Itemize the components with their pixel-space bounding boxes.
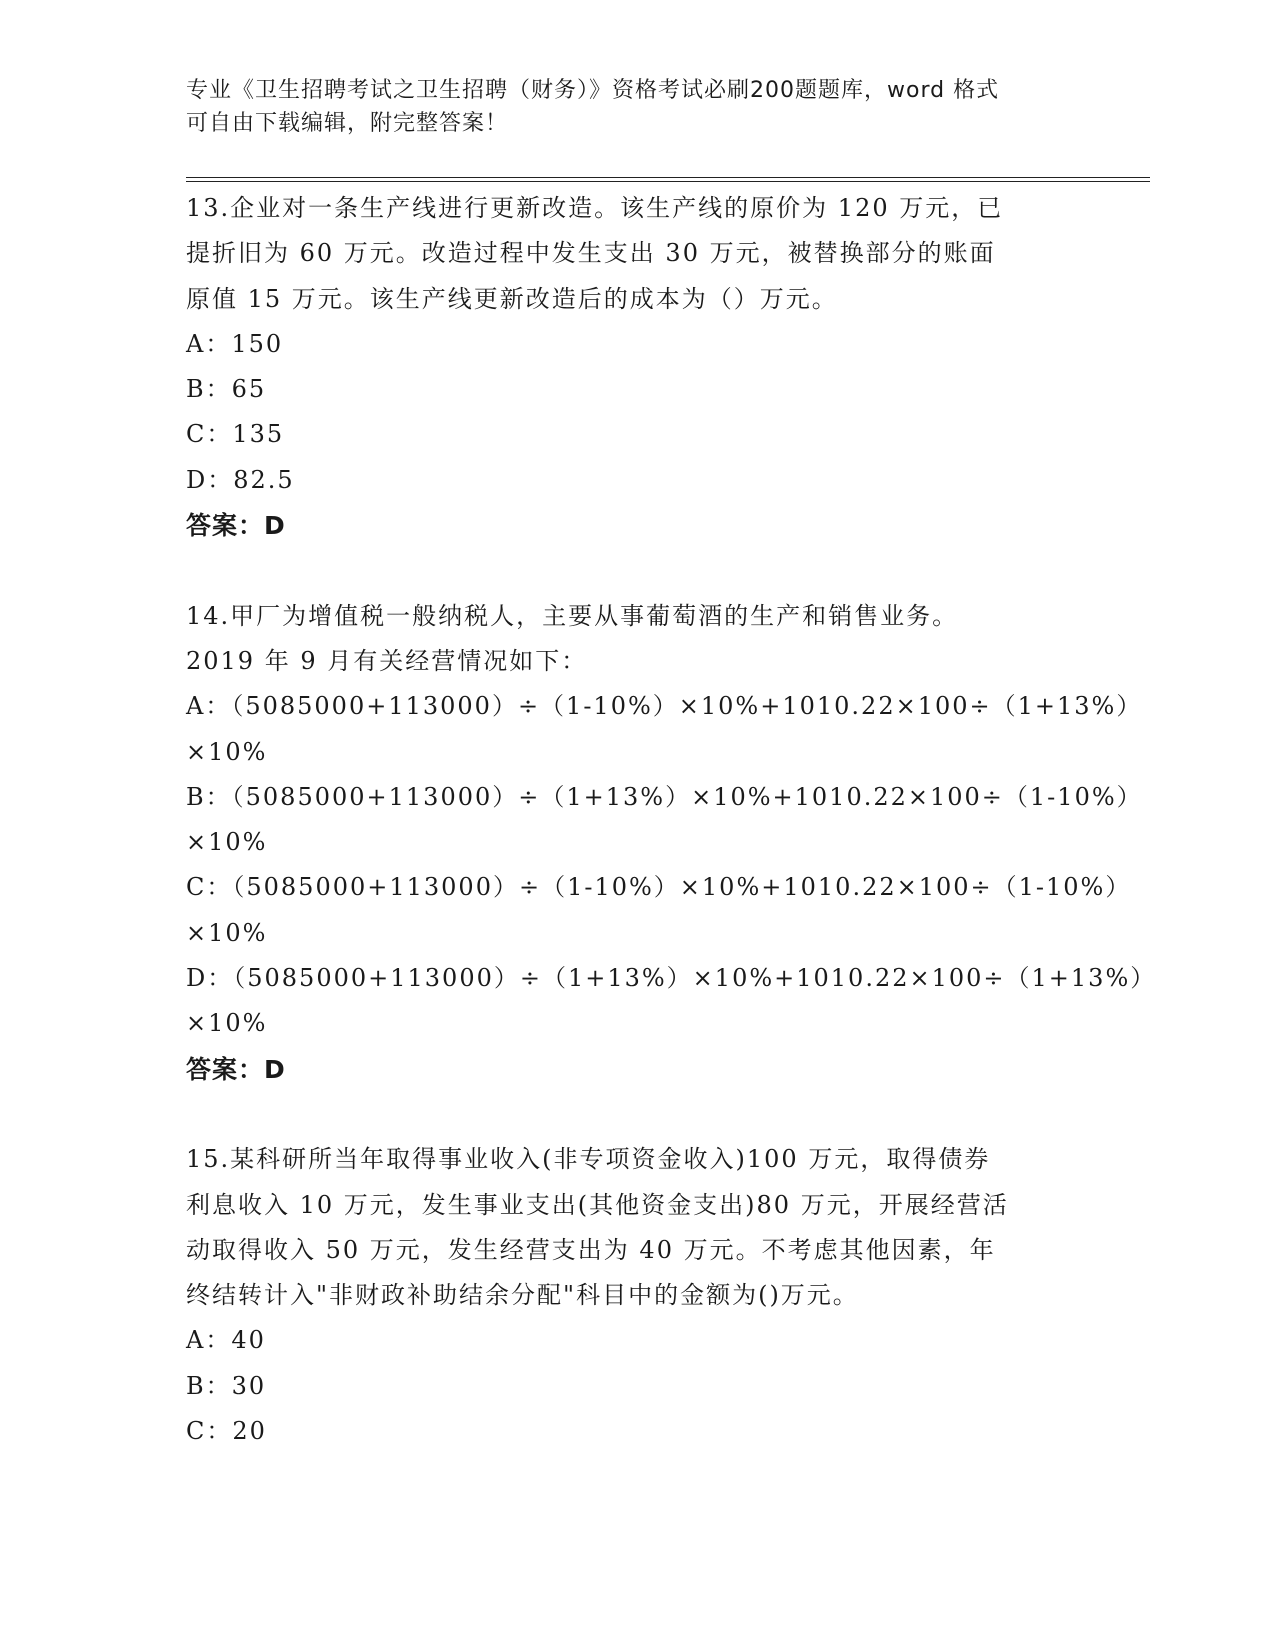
question-13-option-a: A：150 <box>186 329 284 358</box>
question-spacer <box>186 548 1126 593</box>
question-13-text-line: 提折旧为 60 万元。改造过程中发生支出 30 万元，被替换部分的账面 <box>186 239 996 268</box>
question-13-text-line: 原值 15 万元。该生产线更新改造后的成本为（）万元。 <box>186 284 838 313</box>
question-15-text-line: 15.某科研所当年取得事业收入(非专项资金收入)100 万元，取得债券 <box>186 1145 991 1174</box>
question-14-option-a: A：（5085000+113000）÷（1-10%）×10%+1010.22×100÷（1+13%） <box>186 692 1143 721</box>
header-divider-top <box>186 177 1150 178</box>
question-15-option-b: B：30 <box>186 1371 267 1400</box>
question-15-text-line: 动取得收入 50 万元，发生经营支出为 40 万元。不考虑其他因素，年 <box>186 1235 996 1264</box>
question-14 <box>186 594 1157 1092</box>
question-15 <box>186 1137 1126 1454</box>
question-13-option-d: D：82.5 <box>186 465 295 494</box>
question-14-option-d: D：（5085000+113000）÷（1+13%）×10%+1010.22×100÷（1+13%） <box>186 964 1157 993</box>
question-14-text-line: 14.甲厂为增值税一般纳税人，主要从事葡萄酒的生产和销售业务。 <box>186 601 959 630</box>
header-divider-bottom <box>186 181 1150 182</box>
question-13-option-b: B：65 <box>186 375 267 404</box>
document-header <box>186 74 1066 140</box>
question-spacer <box>186 1092 1126 1137</box>
header-line-2: 可自由下载编辑，附完整答案！ <box>186 111 509 136</box>
header-line-1: 专业《卫生招聘考试之卫生招聘（财务）》资格考试必刷200题题库，word 格式 <box>186 78 1000 103</box>
question-13-text-line: 13.企业对一条生产线进行更新改造。该生产线的原价为 120 万元，已 <box>186 194 1004 222</box>
question-13-answer: 答案：D <box>186 511 286 541</box>
question-15-text-line: 终结转计入"非财政补助结余分配"科目中的金额为()万元。 <box>186 1281 859 1310</box>
question-15-text-line: 利息收入 10 万元，发生事业支出(其他资金支出)80 万元，开展经营活 <box>186 1190 1009 1219</box>
question-14-option-a-cont: ×10% <box>186 737 268 766</box>
question-14-text-line: 2019 年 9 月有关经营情况如下： <box>186 646 588 675</box>
question-14-answer: 答案：D <box>186 1054 286 1084</box>
question-14-option-b: B：（5085000+113000）÷（1+13%）×10%+1010.22×100÷（1-10%） <box>186 782 1143 811</box>
question-list <box>186 186 1157 1454</box>
question-14-option-c-cont: ×10% <box>186 918 268 947</box>
question-15-option-c: C：20 <box>186 1417 267 1446</box>
question-14-option-b-cont: ×10% <box>186 828 268 857</box>
question-15-option-a: A：40 <box>186 1326 266 1355</box>
question-13-option-c: C：135 <box>186 420 285 449</box>
question-14-option-d-cont: ×10% <box>186 1009 268 1038</box>
question-14-option-c: C：（5085000+113000）÷（1-10%）×10%+1010.22×100÷（1-10%） <box>186 873 1132 902</box>
question-13 <box>186 186 1126 548</box>
